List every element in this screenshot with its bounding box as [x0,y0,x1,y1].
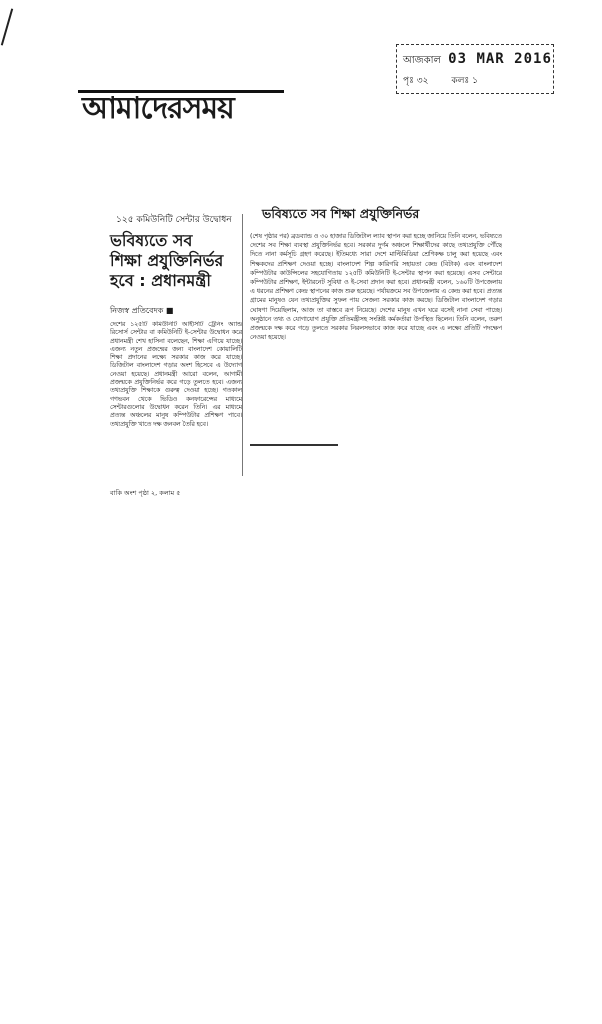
left-article-headline [110,231,242,291]
right-article-body: (শেষ পৃষ্ঠার পর) ব্রডব্যান্ড ও ৩০ হাজার ডিজিটাল ল্যাব স্থাপন করা হচ্ছে জানিয়ে তিনি বলেন, ভবিষ্যতে দেশের সব শিক্ষা ব্যবস্থা প্রযুক্তিনির্ভর হবে। সরকার দুর্গম অঞ্চলে শিক্ষার্থীদের কাছে তথ্যপ্রযুক্তি পৌঁছে দিতে নানা কর্মসূচি গ্রহণ করেছে। ইতিমধ্যে সারা দেশে মাল্টিমিডিয়া শ্রেণিকক্ষ চালু করা হয়েছে এবং শিক্ষকদের প্রশিক্ষণ দেওয়া হচ্ছে। বাংলাদেশ শিল্প কারিগরি সহায়তা কেন্দ্র (বিটাক) এবং বাংলাদেশ কম্পিউটার কাউন্সিলের সহযোগিতায় ১২৫টি কমিউনিটি ই-সেন্টার স্থাপন করা হয়েছে। এসব সেন্টারে কম্পিউটার প্রশিক্ষণ, ইন্টারনেট সুবিধা ও ই-সেবা প্রদান করা হবে। প্রধানমন্ত্রী বলেন, ১৬০টি উপজেলায় এ ধরনের প্রশিক্ষণ কেন্দ্র স্থাপনের কাজ শুরু হয়েছে। পর্যায়ক্রমে সব উপজেলায় এ কেন্দ্র করা হবে। প্রত্যন্ত গ্রামের মানুষও যেন তথ্যপ্রযুক্তির সুফল পায় সেজন্য সরকার কাজ করছে। ডিজিটাল বাংলাদেশ গড়ার ঘোষণা দিয়েছিলাম, আজ তা বাস্তবে রূপ নিয়েছে। দেশের মানুষ এখন ঘরে বসেই নানা সেবা পাচ্ছে। অনুষ্ঠানে তথ্য ও যোগাযোগ প্রযুক্তি প্রতিমন্ত্রীসহ সংশ্লিষ্ট কর্মকর্তারা উপস্থিত ছিলেন। তিনি বলেন, তরুণ প্রজন্মকে দক্ষ করে গড়ে তুলতে সরকার নিরলসভাবে কাজ করে যাচ্ছে এবং এ লক্ষ্যে প্রতিটি পদক্ষেপ নেওয়া হয়েছে। [250,233,502,342]
left-article [110,212,242,499]
column-divider [242,214,243,476]
stamp-date-row [403,51,552,70]
left-headline-line-3: হবে : প্রধানমন্ত্রী [110,271,211,290]
archive-date-stamp [396,44,554,94]
left-article-kicker: ১২৫ কমিউনিটি সেন্টার উদ্বোধন [116,215,232,225]
article-end-rule [250,444,338,446]
pen-mark [1,8,13,45]
stamp-column-label: কলঃ [451,76,470,86]
stamp-page-label: পৃঃ [403,76,414,86]
stamp-page-row [403,73,478,88]
stamp-page-value: ৩২ [416,76,429,86]
left-article-byline: নিজস্ব প্রতিবেদক ■ [110,306,174,315]
right-article [250,206,502,452]
stamp-column-value: ১ [472,76,478,86]
stamp-date: 03 MAR 2016 [448,51,552,67]
left-article-continued: বাকি অংশ পৃষ্ঠা ২, কলাম ৫ [110,489,181,497]
newspaper-masthead [78,84,288,126]
masthead-title: আমাদেরসময় [82,91,234,126]
stamp-source-label: আজকাল [403,55,441,66]
right-article-headline: ভবিষ্যতে সব শিক্ষা প্রযুক্তিনির্ভর [262,206,420,221]
left-article-body: দেশের ১২৫টি কমিউনিটি আইসিটি ট্রেনিং অ্যান্ড রিসোর্স সেন্টার বা কমিউনিটি ই-সেন্টার উদ্বোধন করে প্রধানমন্ত্রী শেখ হাসিনা বলেছেন, শিক্ষা এগিয়ে যাচ্ছে। এজন্য নতুন প্রজন্মের জন্য বাংলাদেশ কোয়ালিটি শিক্ষা প্রদানের লক্ষ্যে সরকার কাজ করে যাচ্ছে। ডিজিটাল বাংলাদেশ গড়ার অংশ হিসেবে এ উদ্যোগ নেওয়া হয়েছে। প্রধানমন্ত্রী আরো বলেন, আগামী প্রজন্মকে প্রযুক্তিনির্ভর করে গড়ে তুলতে হবে। এজন্য তথ্যপ্রযুক্তি শিক্ষাকে গুরুত্ব দেওয়া হচ্ছে। গতকাল গণভবন থেকে ভিডিও কনফারেন্সের মাধ্যমে সেন্টারগুলোর উদ্বোধন করেন তিনি। এর মাধ্যমে প্রত্যন্ত অঞ্চলের মানুষ কম্পিউটার প্রশিক্ষণ পাবে। তথ্যপ্রযুক্তি খাতে দক্ষ জনবল তৈরি হবে। [110,321,242,428]
left-headline-line-1: ভবিষ্যতে সব [110,231,193,250]
left-headline-line-2: শিক্ষা প্রযুক্তিনির্ভর [110,251,224,270]
